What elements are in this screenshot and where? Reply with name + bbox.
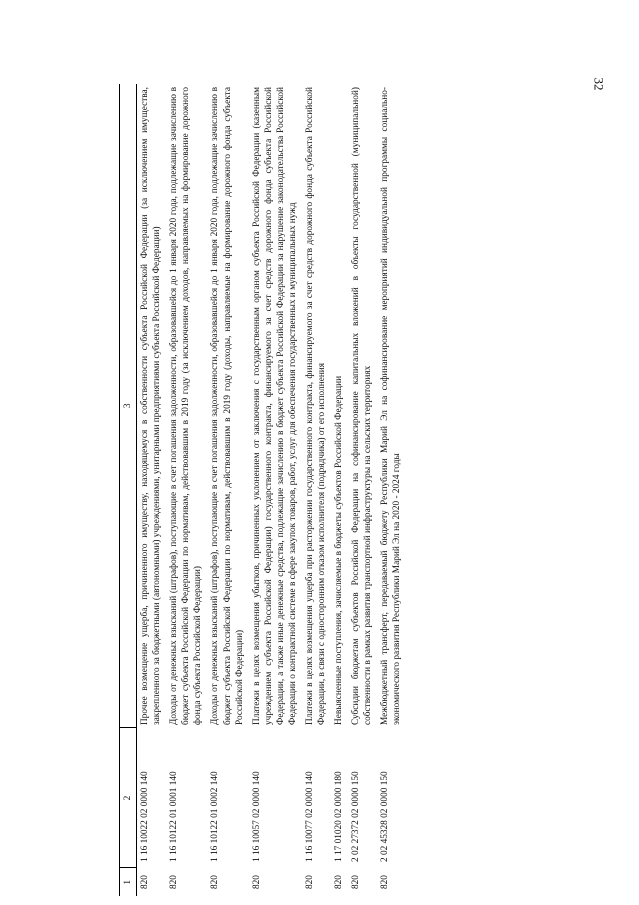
- revenue-code: 1 16 10057 02 0000 140: [251, 771, 262, 862]
- admin-code: 820: [351, 875, 362, 889]
- revenue-code: 1 16 10122 01 0001 140: [169, 771, 180, 862]
- table-row: [331, 84, 348, 896]
- table-body: [137, 84, 407, 896]
- page-number: 32: [591, 77, 607, 91]
- revenue-description: Прочее возмещение ущерба, причиненного имуществу, находящемуся в собственности субъекта Российской Федерации (за исключением имущества, закрепленного за бюджетными (автономными) учреждениями, унитарными предприятиями субъекта Российской Федерации): [140, 87, 163, 725]
- table: [119, 84, 407, 896]
- revenue-code: 2 02 45328 02 0000 150: [380, 771, 391, 862]
- admin-code: 820: [251, 875, 262, 889]
- table-row: [166, 84, 207, 896]
- table-row: [348, 84, 377, 896]
- revenue-code: 2 02 27372 02 0000 150: [351, 771, 362, 862]
- header-col-1: 1: [120, 868, 137, 896]
- revenue-codes-table: [119, 84, 511, 896]
- revenue-description: Субсидии бюджетам субъектов Российской Федерации на софинансирование капитальных вложений в объекты государственной (муниципальной) собственности в рамках развития транспортной инфраструктуры на сельских территориях: [351, 87, 374, 725]
- revenue-description: Платежи в целях возмещения ущерба при расторжении государственного контракта, финансируемого за счет средств дорожного фонда субъекта Российской Федерации, в связи с односторонним отказом исполнителя (подрядчика) от его исполнения: [305, 87, 328, 725]
- revenue-description: Платежи в целях возмещения убытков, причиненных уклонением от заключения с государственным органом субъекта Российской Федерации (казенным учреждением субъекта Российской Федерации) государственного контракта, финансируемого за счет средств дорожного фонда субъекта Российской Федерации, а также иные денежные средства, подлежащие зачислению в бюджет субъекта Российской Федерации за нарушение законодательства Российской Федерации о контрактной системе в сфере закупок товаров, работ, услуг для обеспечения государственных и муниципальных нужд: [251, 87, 298, 725]
- revenue-code: 1 17 01020 02 0000 180: [334, 771, 345, 862]
- revenue-code: 1 16 10077 02 0000 140: [305, 771, 316, 862]
- revenue-description: Доходы от денежных взысканий (штрафов), поступающие в счет погашения задолженности, образовавшейся до 1 января 2020 года, подлежащие зачислению в бюджет субъекта Российской Федерации по нормативам, действовавшим в 2019 году (за исключением доходов, направляемых на формирование дорожного фонда субъекта Российской Федерации): [169, 87, 204, 725]
- revenue-code: 1 16 10122 01 0002 140: [210, 771, 221, 862]
- table-row: [137, 84, 167, 896]
- revenue-code: 1 16 10022 02 0000 140: [140, 771, 151, 862]
- table-row: [249, 84, 302, 896]
- admin-code: 820: [140, 875, 151, 889]
- admin-code: 820: [210, 875, 221, 889]
- table-header: [120, 84, 137, 896]
- table-row: [207, 84, 248, 896]
- table-row: [302, 84, 331, 896]
- revenue-description: Межбюджетный трансферт, передаваемый бюджету Республики Марий Эл на софинансирование мероприятий индивидуальной программы социально-экономического развития Республики Марий Эл на 2020 - 2024 годы: [380, 87, 403, 725]
- table-row: [377, 84, 406, 896]
- admin-code: 820: [305, 875, 316, 889]
- header-col-2: 2: [120, 728, 137, 868]
- revenue-description: Невыясненные поступления, зачисляемые в бюджеты субъектов Российской Федерации: [334, 375, 345, 725]
- admin-code: 820: [380, 875, 391, 889]
- admin-code: 820: [334, 875, 345, 889]
- admin-code: 820: [169, 875, 180, 889]
- revenue-description: Доходы от денежных взысканий (штрафов), поступающие в счет погашения задолженности, образовавшейся до 1 января 2020 года, подлежащие зачислению в бюджет субъекта Российской Федерации по нормативам, действовавшим в 2019 году (доходы, направляемые на формирование дорожного фонда субъекта Российской Федерации): [210, 87, 245, 725]
- header-col-3: 3: [120, 84, 137, 728]
